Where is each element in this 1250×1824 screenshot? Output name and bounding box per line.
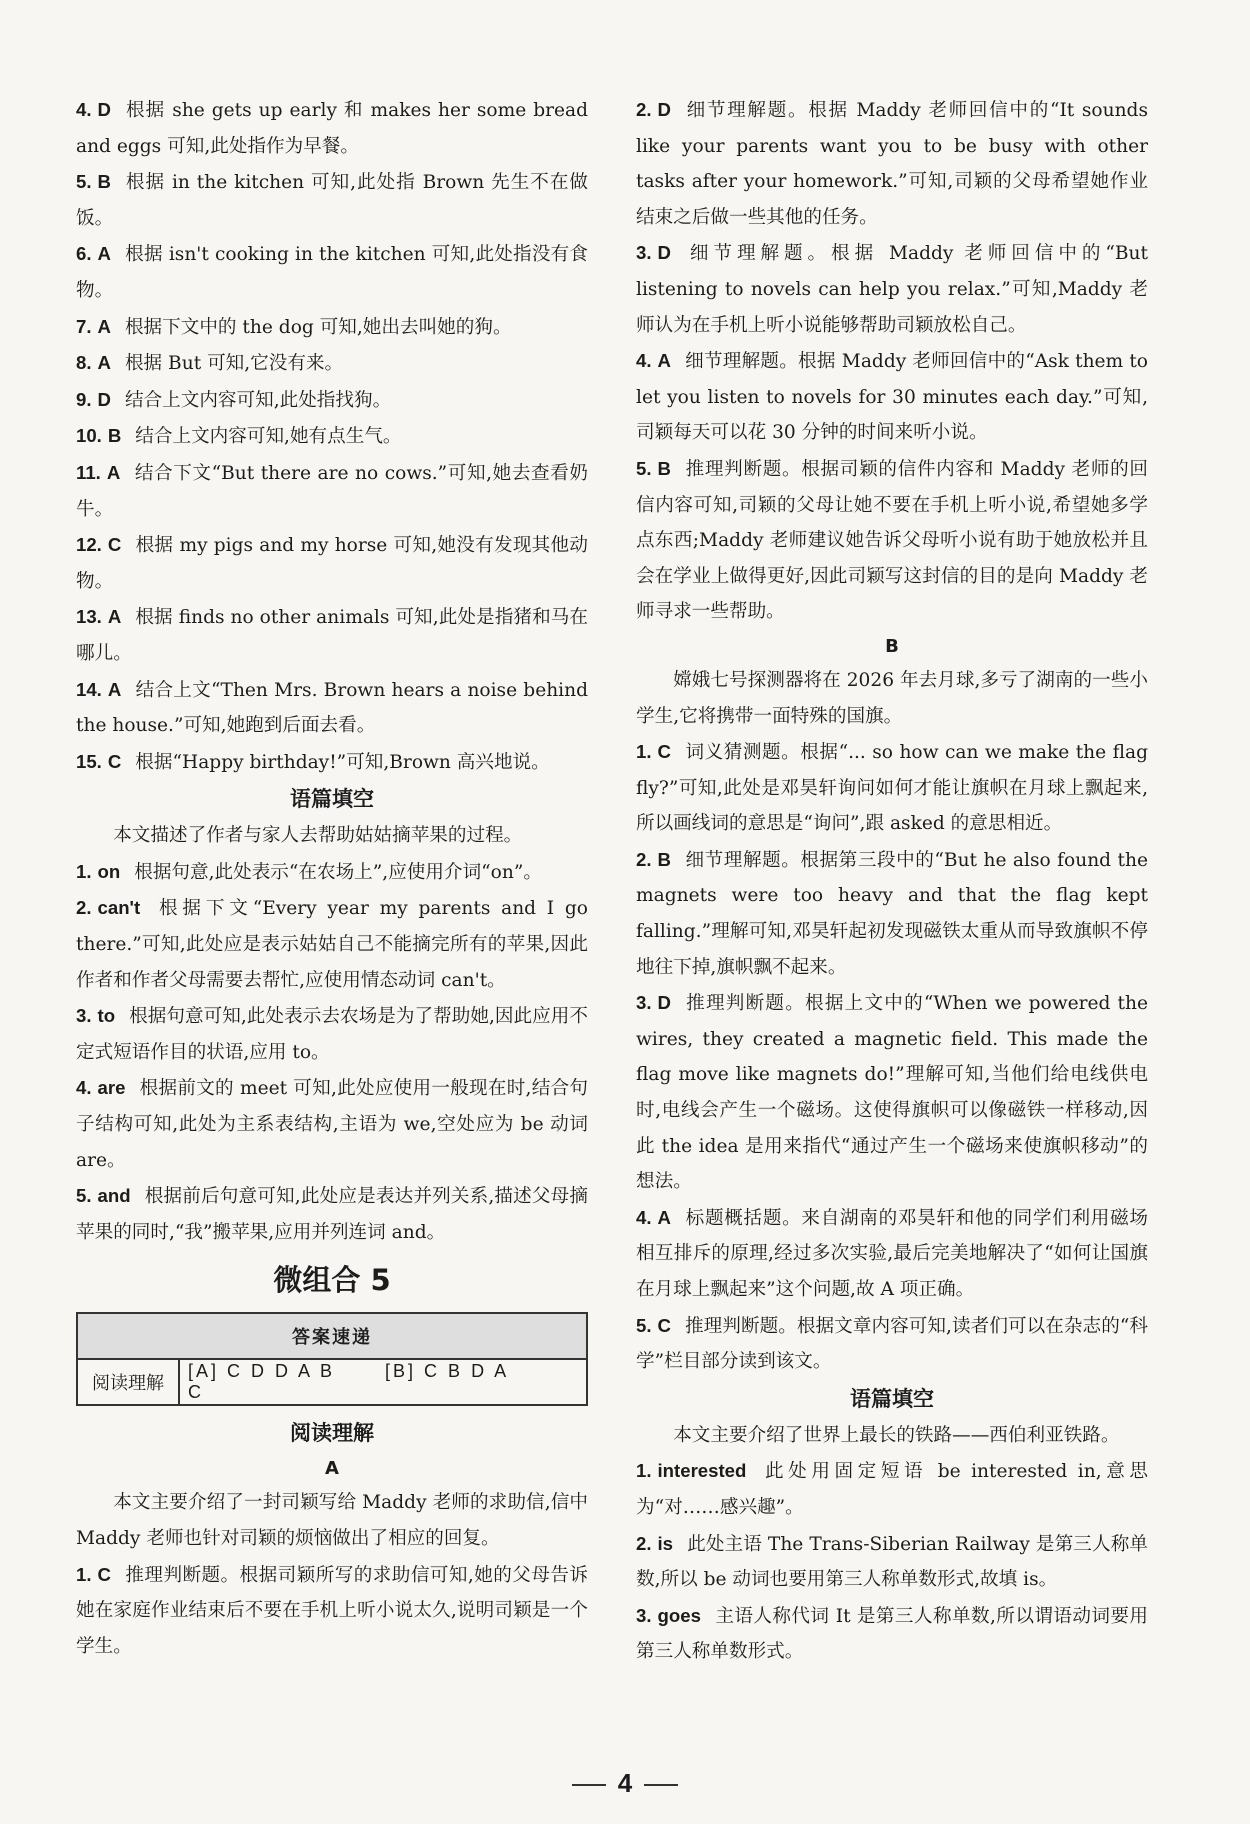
item-number: 8.	[76, 352, 92, 374]
item-explanation: 标题概括题。来自湖南的邓昊轩和他的同学们利用磁场相互排斥的原理,经过多次实验,最后完美地解决了“如何让国旗在月球上飘起来”这个问题,故 A 项正确。	[636, 1207, 1148, 1300]
answer-item	[76, 382, 588, 419]
page-number-dash-right	[644, 1784, 678, 1786]
item-explanation: 根据“Happy birthday!”可知,Brown 高兴地说。	[135, 751, 550, 773]
cloze-item	[76, 1178, 588, 1250]
item-answer: is	[657, 1532, 674, 1554]
item-explanation: 主语人称代词 It 是第三人称单数,所以谓语动词要用第三人称单数形式。	[636, 1605, 1148, 1663]
cloze-items-group	[76, 854, 588, 1251]
item-explanation: 此处用固定短语 be interested in,意思为“对……感兴趣”。	[636, 1461, 1148, 1518]
item-answer: A	[97, 243, 111, 265]
item-number: 1.	[636, 1460, 652, 1482]
answer-table-header: 答案速递	[77, 1313, 587, 1359]
item-explanation: 结合上文内容可知,此处指找狗。	[124, 389, 392, 411]
answer-item	[636, 734, 1148, 842]
item-answer: A	[107, 606, 122, 628]
right-column	[636, 92, 1148, 1670]
answer-item	[76, 1557, 588, 1665]
item-explanation: 推理判断题。根据上文中的“When we powered the wires, they created a magnetic field. This made the flag move like magnets do!”理解可知,当他们给电线供电时,电线会产生一个磁场。这使得旗帜可以像磁铁一样移动,因此 the idea 是用来指代“通过产生一个磁场来使旗帜移动”的想法。	[636, 993, 1148, 1193]
cloze-item	[76, 998, 588, 1070]
item-answer: and	[97, 1185, 131, 1207]
item-answer: C	[107, 750, 122, 772]
item-number: 4.	[76, 99, 92, 120]
item-explanation: 推理判断题。根据司颖所写的求助信可知,她的父母告诉她在家庭作业结束后不要在手机上听小说太久,说明司颖是一个学生。	[76, 1564, 588, 1657]
item-answer: A	[107, 678, 122, 700]
answer-item	[76, 92, 588, 164]
item-number: 2.	[636, 1532, 652, 1554]
item-explanation: 根据 finds no other animals 可知,此处是指猪和马在哪儿。	[76, 607, 588, 664]
passage-b-items-group	[636, 734, 1148, 1380]
answer-item	[76, 599, 588, 671]
item-explanation: 根据 isn't cooking in the kitchen 可知,此处指没有食物。	[76, 244, 588, 301]
item-number: 5.	[636, 1314, 652, 1336]
item-explanation: 细节理解题。根据 Maddy 老师回信中的“It sounds like your parents want you to be busy with other tasks after your homework.”可知,司颖的父母希望她作业结束之后做一些其他的任务。	[636, 100, 1148, 228]
item-number: 12.	[76, 534, 102, 556]
item-explanation: 根据前后句意可知,此处应是表达并列关系,描述父母摘苹果的同时,“我”搬苹果,应用并列连词 and。	[76, 1186, 588, 1243]
item-number: 4.	[76, 1077, 92, 1099]
page-number-dash-left	[572, 1784, 606, 1786]
item-answer: B	[657, 848, 671, 870]
item-number: 14.	[76, 678, 102, 700]
item-answer: goes	[657, 1604, 701, 1626]
item-number: 5.	[76, 171, 92, 193]
answer-item	[76, 672, 588, 744]
item-answer: are	[97, 1077, 126, 1099]
item-answer: C	[107, 534, 122, 556]
answer-item	[636, 1200, 1148, 1308]
item-explanation: 推理判断题。根据文章内容可知,读者们可以在杂志的“科学”栏目部分读到该文。	[636, 1315, 1148, 1373]
item-answer: C	[657, 741, 671, 763]
item-number: 2.	[636, 99, 652, 120]
passage-b-label: B	[885, 635, 899, 657]
item-number: 9.	[76, 388, 92, 410]
item-number: 1.	[636, 741, 652, 763]
item-explanation: 结合上文内容可知,她有点生气。	[135, 426, 402, 448]
item-answer: C	[97, 1563, 111, 1585]
item-answer: A	[657, 350, 671, 372]
item-explanation: 细节理解题。根据 Maddy 老师回信中的“Ask them to let you listen to novels for 30 minutes each day.”可知,司颖每天可以花 30 分钟的时间来听小说。	[636, 351, 1148, 444]
left-column	[76, 92, 588, 1664]
item-answer: B	[107, 425, 122, 447]
item-explanation: 细节理解题。根据 Maddy 老师回信中的“But listening to novels can help you relax.”可知,Maddy 老师认为在手机上听小说能够帮助司颖放松自己。	[636, 243, 1148, 336]
page-number	[0, 1768, 1250, 1799]
item-number: 6.	[76, 243, 92, 265]
answer-item	[76, 345, 588, 382]
left-items-group	[76, 92, 588, 780]
item-explanation: 根据下文“Every year my parents and I go there.”可知,此处应是表示姑姑自己不能摘完所有的苹果,因此作者和作者父母需要去帮忙,应使用情态动词 can't。	[76, 898, 588, 991]
item-number: 4.	[636, 1206, 652, 1228]
passage-a-summary: 本文主要介绍了一封司颖写给 Maddy 老师的求助信,信中 Maddy 老师也针对司颖的烦恼做出了相应的回复。	[76, 1492, 588, 1549]
item-explanation: 根据句意,此处表示“在农场上”,应使用介词“on”。	[134, 861, 542, 883]
item-answer: A	[657, 1206, 671, 1228]
answer-item	[76, 164, 588, 236]
answer-item	[76, 744, 588, 781]
item-number: 10.	[76, 425, 102, 447]
cloze-item	[76, 1070, 588, 1178]
item-number: 2.	[636, 848, 652, 870]
answer-item	[636, 1308, 1148, 1380]
item-number: 11.	[76, 461, 101, 483]
answer-item	[76, 309, 588, 346]
item-answer: C	[657, 1314, 671, 1336]
item-explanation: 此处主语 The Trans-Siberian Railway 是第三人称单数,所以 be 动词也要用第三人称单数形式,故填 is。	[636, 1533, 1148, 1591]
passage-a-label: A	[325, 1458, 339, 1480]
item-number: 15.	[76, 750, 102, 772]
answer-item	[76, 455, 588, 527]
reading-heading: 阅读理解	[290, 1421, 374, 1446]
item-explanation: 细节理解题。根据第三段中的“But he also found the magnets were too heavy and that the flag kept falling.”理解可知,邓昊轩起初发现磁铁太重从而导致旗帜不停地往下掉,旗帜飘不起来。	[636, 849, 1148, 978]
answers-a: [A] C D D A B	[188, 1361, 336, 1382]
item-answer: B	[657, 457, 671, 479]
cloze-summary: 本文描述了作者与家人去帮助姑姑摘苹果的过程。	[113, 825, 523, 847]
answer-item	[76, 418, 588, 455]
passage-b-summary: 嫦娥七号探测器将在 2026 年去月球,多亏了湖南的一些小学生,它将携带一面特殊的国旗。	[636, 669, 1148, 727]
item-explanation: 根据 in the kitchen 可知,此处指 Brown 先生不在做饭。	[76, 172, 588, 229]
item-explanation: 词义猜测题。根据“... so how can we make the flag fly?”可知,此处是邓昊轩询问如何才能让旗帜在月球上飘起来,所以画线词的意思是“询问”,跟 asked 的意思相近。	[636, 742, 1148, 835]
cloze-item	[636, 1453, 1148, 1525]
cloze-item	[76, 854, 588, 891]
item-number: 5.	[636, 457, 652, 479]
item-answer: can't	[97, 897, 141, 919]
item-answer: A	[106, 461, 121, 483]
item-number: 3.	[636, 1604, 652, 1626]
answer-item	[636, 985, 1148, 1200]
item-explanation: 根据 my pigs and my horse 可知,她没有发现其他动物。	[76, 535, 588, 592]
item-number: 7.	[76, 315, 92, 337]
cloze-summary: 本文主要介绍了世界上最长的铁路——西伯利亚铁路。	[673, 1424, 1120, 1446]
item-number: 3.	[636, 992, 652, 1014]
passage-a-items-group	[636, 92, 1148, 630]
item-number: 1.	[76, 860, 92, 882]
item-number: 13.	[76, 606, 102, 628]
answer-item	[636, 451, 1148, 630]
answer-table-label: 阅读理解	[77, 1359, 179, 1405]
combo-title: 微组合 5	[273, 1263, 391, 1298]
answer-item	[76, 236, 588, 308]
answer-item	[636, 92, 1148, 235]
answers-b: [B] C B D A C	[188, 1361, 509, 1403]
item-answer: B	[97, 171, 111, 193]
item-explanation: 结合下文“But there are no cows.”可知,她去查看奶牛。	[76, 462, 588, 520]
item-number: 1.	[76, 1563, 92, 1585]
cloze-item	[636, 1526, 1148, 1598]
item-answer: D	[657, 992, 671, 1014]
item-answer: D	[97, 388, 111, 410]
answer-item	[636, 235, 1148, 343]
page-number-value: 4	[617, 1768, 633, 1798]
item-explanation: 根据下文中的 the dog 可知,她出去叫她的狗。	[124, 316, 512, 338]
item-number: 4.	[636, 350, 652, 372]
answer-summary-table	[76, 1312, 588, 1406]
item-answer: on	[97, 860, 121, 882]
item-answer: A	[97, 315, 111, 337]
cloze-item	[636, 1598, 1148, 1670]
item-answer: D	[657, 242, 671, 264]
answer-item	[76, 527, 588, 599]
item-explanation: 根据 But 可知,它没有来。	[124, 353, 344, 375]
item-explanation: 根据前文的 meet 可知,此处应使用一般现在时,结合句子结构可知,此处为主系表结构,主语为 we,空处应为 be 动词 are。	[76, 1078, 588, 1171]
item-number: 5.	[76, 1185, 92, 1207]
item-explanation: 推理判断题。根据司颖的信件内容和 Maddy 老师的回信内容可知,司颖的父母让她不要在手机上听小说,希望她多学点东西;Maddy 老师建议她告诉父母听小说有助于她放松并且会在学业上做得更好,因此司颖写这封信的目的是向 Maddy 老师寻求一些帮助。	[636, 458, 1148, 623]
item-answer: to	[97, 1005, 116, 1027]
cloze-item	[76, 890, 588, 998]
item-number: 2.	[76, 897, 92, 919]
item-answer: D	[97, 99, 111, 120]
item-explanation: 结合上文“Then Mrs. Brown hears a noise behind the house.”可知,她跑到后面去看。	[76, 679, 588, 737]
item-explanation: 根据句意可知,此处表示去农场是为了帮助她,因此应用不定式短语作目的状语,应用 to。	[76, 1006, 588, 1063]
answer-table-values	[179, 1359, 587, 1405]
answer-item	[636, 343, 1148, 451]
item-answer: D	[657, 99, 671, 120]
item-number: 3.	[636, 242, 652, 264]
cloze-heading: 语篇填空	[290, 787, 374, 812]
cloze-heading: 语篇填空	[850, 1386, 934, 1411]
answer-item	[636, 842, 1148, 985]
item-number: 3.	[76, 1005, 92, 1027]
item-answer: A	[97, 352, 111, 374]
cloze-items-group	[636, 1453, 1148, 1670]
item-explanation: 根据 she gets up early 和 makes her some bread and eggs 可知,此处指作为早餐。	[76, 100, 588, 157]
item-answer: interested	[657, 1460, 747, 1482]
